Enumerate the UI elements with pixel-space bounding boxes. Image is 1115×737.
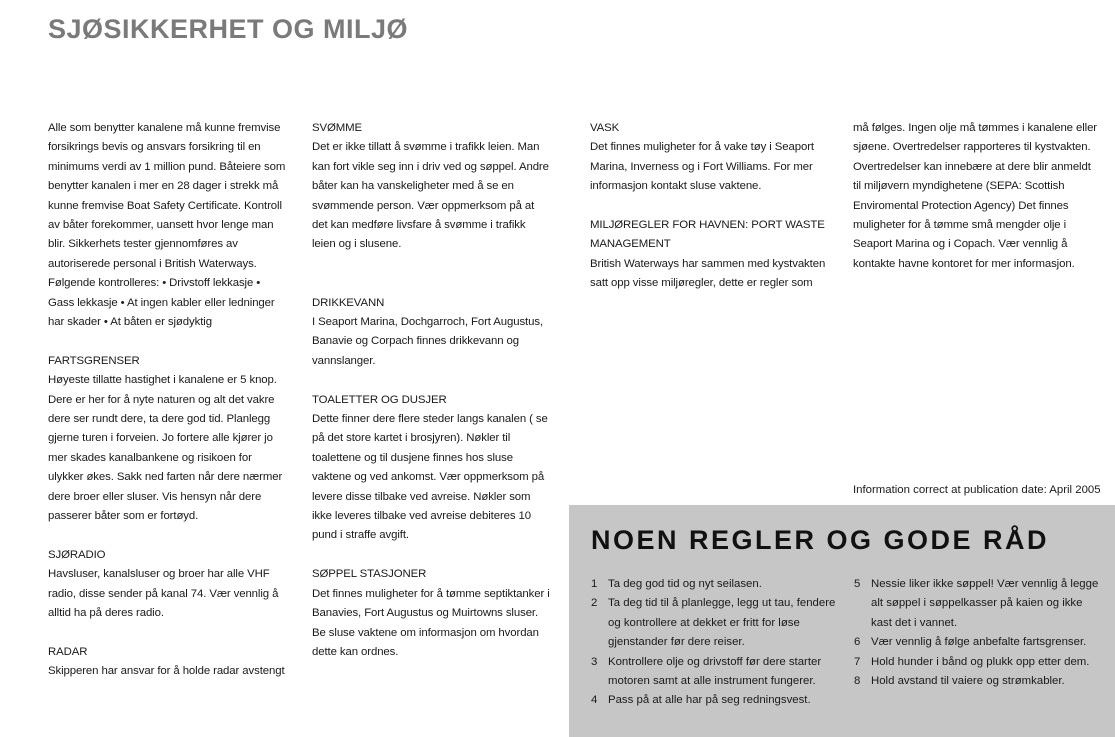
environment-rules-section	[590, 216, 830, 294]
radar-section	[48, 643, 288, 682]
intro-section	[48, 119, 288, 332]
rule-number: 8	[854, 675, 861, 688]
swimming-section	[312, 119, 552, 255]
section-text: Høyeste tillatte hastighet i kanalene er 5 knop. Dere er her for å nyte naturen og alt det vakre dere ser rundt dere, ta dere god tid. Planlegg gjerne turen i forveien. Jo fortere alle kjører jo mer skades kanalbankene og risikoen for ulykker økes. Sakk ned farten når dere nærmer dere broer eller sluser. Vis hensyn når dere passerer båter som er fortøyd.	[48, 374, 283, 523]
rule-number: 2	[591, 597, 598, 610]
rule-number: 7	[854, 655, 861, 668]
column-4	[853, 119, 1098, 274]
drinking-water-section	[312, 294, 552, 372]
section-text: I Seaport Marina, Dochgarroch, Fort Augustus, Banavie og Corpach finnes drikkevann og vannslanger.	[312, 316, 544, 367]
rule-number: 5	[854, 578, 861, 590]
radio-section	[48, 546, 288, 624]
rule-item	[591, 691, 836, 710]
rule-text: Pass på at alle har på seg redningsvest.	[608, 694, 811, 707]
rule-item	[854, 575, 1104, 633]
column-3	[590, 119, 830, 313]
rule-item	[854, 672, 1104, 691]
rule-text: Kontrollere olje og drivstoff før dere starter motoren samt at alle instrument fungerer.	[608, 655, 822, 688]
rules-list-left	[591, 575, 836, 711]
page-title: SJØSIKKERHET OG MILJØ	[48, 14, 409, 44]
speed-limits-section	[48, 352, 288, 527]
section-text: Havsluser, kanalsluser og broer har alle VHF radio, disse sender på kanal 74. Vær vennlig å alltid ha på deres radio.	[48, 568, 279, 620]
rule-text: Hold hunder i bånd og plukk opp etter dem.	[871, 655, 1090, 668]
section-heading: FARTSGRENSER	[48, 354, 140, 367]
section-text-continued: må følges. Ingen olje må tømmes i kanalene eller sjøene. Overtredelser rapporteres til kystvakten. Overtredelser kan innebære at dere blir anmeldt til miljøvern myndighetene (SEPA: Scottish Enviromental Protection Agency) Det finnes muligheter for å tømme små mengder olje i Seaport Marina og i Copach. Vær vennlig å kontakte havne kontoret for mer informasjon.	[853, 122, 1098, 270]
rule-item	[591, 575, 836, 594]
rules-list-right	[854, 575, 1104, 691]
rule-item	[591, 653, 836, 692]
rule-item	[854, 653, 1104, 672]
rule-text: Hold avstand til vaiere og strømkabler.	[871, 675, 1065, 688]
rule-text: Nessie liker ikke søppel! Vær vennlig å legge alt søppel i søppelkasser på kaien og ikke kast det i vannet.	[871, 578, 1099, 629]
rule-number: 6	[854, 636, 861, 649]
checks-paragraph: Følgende kontrolleres: • Drivstoff lekkasje • Gass lekkasje • At ingen kabler eller ledninger har skader • At båten er sjødyktig	[48, 277, 275, 329]
rule-number: 1	[591, 578, 598, 590]
section-text: Det finnes muligheter for å tømme septiktanker i Banavies, Fort Augustus og Muirtowns sluser. Be sluse vaktene om informasjon om hvordan dette kan ordnes.	[312, 587, 550, 658]
toilets-section	[312, 391, 552, 546]
rules-panel	[569, 505, 1115, 737]
column-2	[312, 119, 552, 682]
section-heading: TOALETTER OG DUSJER	[312, 393, 447, 406]
rules-title: NOEN REGLER OG GODE RÅD	[591, 525, 1050, 555]
rule-text: Vær vennlig å følge anbefalte fartsgrenser.	[871, 636, 1087, 649]
section-heading: VASK	[590, 122, 620, 134]
intro-paragraph: Alle som benytter kanalene må kunne fremvise forsikrings bevis og ansvars forsikring til en minimums verdi av 1 million pund. Båteiere som benytter kanalen i mer en 28 dager i strekk må kunne fremvise Boat Safety Certificate. Kontroll av båter forekommer, uansett hvor lenge man blir. Sikkerhets tester gjennomføres av autoriserede personal i British Waterways.	[48, 122, 286, 270]
rule-item	[854, 633, 1104, 652]
rule-item	[591, 594, 836, 652]
rule-text: Ta deg god tid og nyt seilasen.	[608, 578, 762, 590]
publication-date-note: Information correct at publication date: April 2005	[853, 484, 1101, 496]
waste-stations-section	[312, 565, 552, 662]
section-heading: SJØRADIO	[48, 548, 106, 561]
section-text: British Waterways har sammen med kystvakten satt opp visse miljøregler, dette er regler som	[590, 257, 826, 290]
laundry-section	[590, 119, 830, 197]
rule-number: 3	[591, 655, 598, 668]
section-heading: DRIKKEVANN	[312, 296, 385, 309]
section-text: Skipperen har ansvar for å holde radar avstengt	[48, 665, 285, 678]
section-text: Dette finner dere flere steder langs kanalen ( se på det store kartet i brosjyren). Nøkler til toalettene og til dusjene finnes hos sluse vaktene og ved ankomst. Vær oppmerksom på levere disse tilbake ved avreise. Nøkler som ikke leveres tilbake ved avreise debiteres 10 pund i straffe avgift.	[312, 413, 548, 542]
section-text: Det er ikke tillatt å svømme i trafikk leien. Man kan fort vikle seg inn i driv ved og søppel. Andre båter kan ha vanskeligheter med å se en svømmende person. Vær oppmerksom på at det kan medføre livsfare å svømme i trafikk leien og i slusene.	[312, 141, 549, 251]
section-heading: MILJØREGLER FOR HAVNEN: PORT WASTE MANAGEMENT	[590, 219, 825, 251]
spacer	[312, 274, 552, 293]
section-heading: SØPPEL STASJONER	[312, 568, 427, 581]
column-1	[48, 119, 288, 701]
rule-number: 4	[591, 694, 598, 707]
section-heading: SVØMME	[312, 122, 363, 134]
section-text: Det finnes muligheter for å vake tøy i Seaport Marina, Inverness og i Fort Williams. For mer informasjon kontakt sluse vaktene.	[590, 141, 814, 193]
rule-text: Ta deg tid til å planlegge, legg ut tau, fendere og kontrollere at dekket er fritt for løse gjenstander før dere reiser.	[608, 597, 836, 649]
section-heading: RADAR	[48, 645, 88, 658]
